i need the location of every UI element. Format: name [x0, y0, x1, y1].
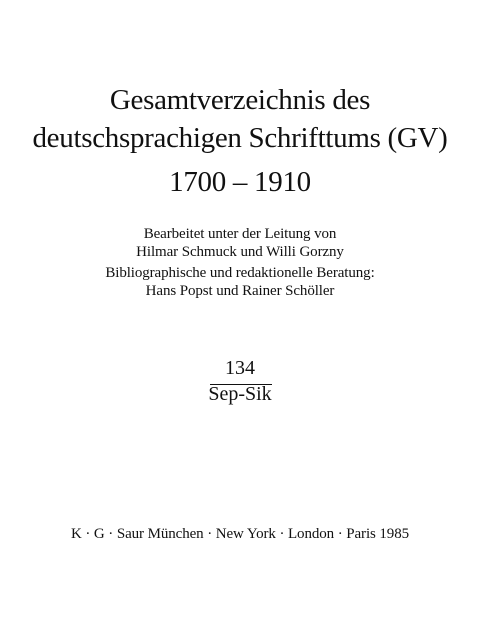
publisher-imprint: K · G · Saur München · New York · London · Paris 1985: [71, 526, 409, 542]
volume-number: 134: [225, 357, 255, 379]
advisors-names: Hans Popst und Rainer Schöller: [145, 283, 335, 299]
advisors-intro: Bibliographische und redaktionelle Beratung:: [105, 265, 375, 281]
title-years: 1700 – 1910: [169, 166, 311, 198]
volume-range: Sep-Sik: [208, 383, 272, 405]
editors-intro: Bearbeitet unter der Leitung von: [143, 226, 337, 242]
editors-names: Hilmar Schmuck und Willi Gorzny: [136, 244, 344, 260]
title-line-2: deutschsprachigen Schrifttums (GV): [32, 122, 448, 154]
title-line-1: Gesamtverzeichnis des: [109, 84, 371, 116]
